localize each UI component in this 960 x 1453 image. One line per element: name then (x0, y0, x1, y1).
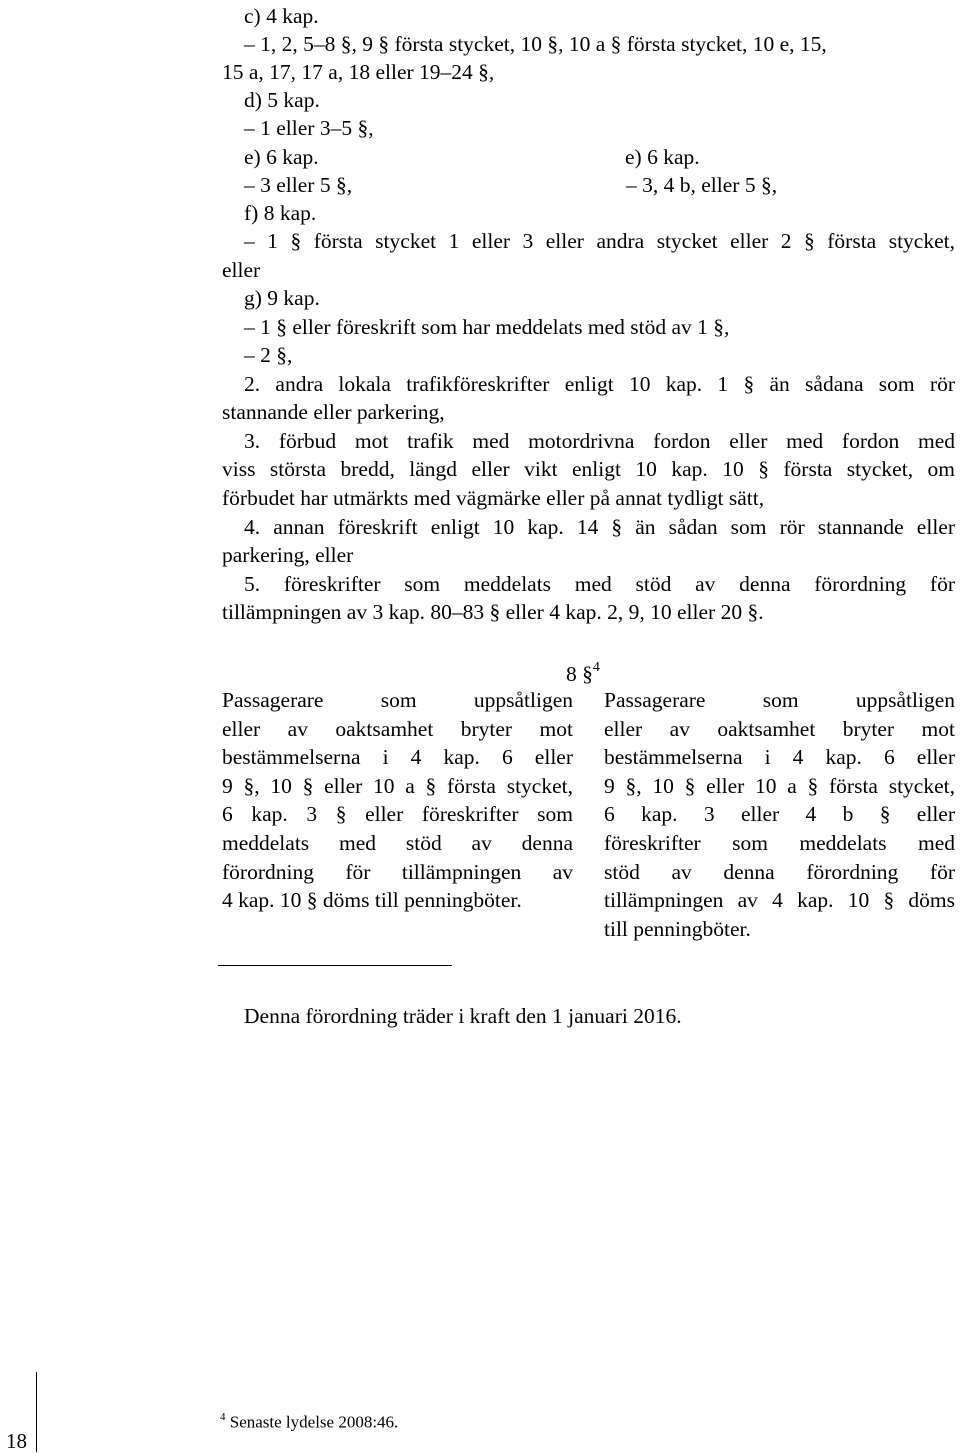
list-line-new: – 3, 4 b, eller 5 §, (626, 173, 778, 197)
list-line-f: f) 8 kap. (244, 201, 317, 225)
list-line: – 1 eller 3–5 §, (244, 116, 374, 140)
footnote-number: 4 (220, 1411, 226, 1423)
list-line: eller (222, 258, 261, 282)
right-col-line: 6 kap. 3 eller 4 b § eller (604, 802, 955, 827)
section-label: 8 § (566, 662, 593, 687)
list-line: – 1, 2, 5–8 §, 9 § första stycket, 10 §, 10 a § första stycket, 10 e, 15, (244, 32, 827, 56)
right-col-line: bestämmelserna i 4 kap. 6 eller (604, 745, 955, 770)
list-line: – 2 §, (244, 343, 293, 367)
item-3-line: viss största bredd, längd eller vikt enligt 10 kap. 10 § första stycket, om (222, 457, 955, 481)
left-column (222, 686, 573, 915)
list-line-old: – 3 eller 5 §, (244, 173, 353, 197)
list-line-d: d) 5 kap. (244, 88, 320, 112)
right-col-line: tillämpningen av 4 kap. 10 § döms (604, 888, 955, 913)
list-line-e-new: e) 6 kap. (625, 145, 700, 169)
left-col-line: eller av oaktsamhet bryter mot (222, 716, 573, 741)
list-line: – 1 § eller föreskrift som har meddelats med stöd av 1 §, (244, 315, 730, 339)
item-4-line: 4. annan föreskrift enligt 10 kap. 14 § än sådan som rör stannande eller (244, 515, 955, 539)
item-3-line: 3. förbud mot trafik med motordrivna fordon eller med fordon med (244, 429, 955, 453)
left-col-line: 4 kap. 10 § döms till penningböter. (222, 888, 522, 913)
item-3-line: förbudet har utmärkts med vägmärke eller på annat tydligt sätt, (222, 486, 765, 510)
list-line-c: c) 4 kap. (244, 4, 319, 28)
section-heading (566, 656, 600, 688)
item-2-line: stannande eller parkering, (222, 400, 445, 424)
item-4-line: parkering, eller (222, 543, 354, 567)
left-col-line: Passagerare som uppsåtligen (222, 688, 573, 712)
divider-rule (218, 965, 452, 966)
right-col-line: föreskrifter som meddelats med (604, 830, 955, 855)
page-number: 18 (6, 1429, 27, 1453)
left-col-line: 9 §, 10 § eller 10 a § första stycket, (222, 773, 573, 798)
margin-rule (36, 1372, 37, 1452)
right-col-line: stöd av denna förordning för (604, 859, 955, 884)
left-col-line: 6 kap. 3 § eller föreskrifter som (222, 802, 573, 827)
item-2-line: 2. andra lokala trafikföreskrifter enligt 10 kap. 1 § än sådana som rör (244, 372, 955, 396)
list-line-e-old: e) 6 kap. (244, 145, 319, 169)
footnote-ref: 4 (592, 660, 600, 675)
footnote (220, 1407, 398, 1434)
list-line: 15 a, 17, 17 a, 18 eller 19–24 §, (222, 60, 495, 84)
right-col-line: till penningböter. (604, 916, 751, 941)
item-5-line: tillämpningen av 3 kap. 80–83 § eller 4 kap. 2, 9, 10 eller 20 §. (222, 600, 764, 624)
right-col-line: eller av oaktsamhet bryter mot (604, 716, 955, 741)
list-line: – 1 § första stycket 1 eller 3 eller andra stycket eller 2 § första stycket, (244, 229, 955, 253)
left-col-line: meddelats med stöd av denna (222, 830, 573, 855)
entry-into-force: Denna förordning träder i kraft den 1 januari 2016. (244, 1004, 682, 1028)
list-line-g: g) 9 kap. (244, 286, 320, 310)
footnote-text: Senaste lydelse 2008:46. (229, 1412, 399, 1432)
right-col-line: 9 §, 10 § eller 10 a § första stycket, (604, 773, 955, 798)
item-5-line: 5. föreskrifter som meddelats med stöd av denna förordning för (244, 572, 955, 596)
right-col-line: Passagerare som uppsåtligen (604, 688, 955, 712)
left-col-line: bestämmelserna i 4 kap. 6 eller (222, 745, 573, 770)
left-col-line: förordning för tillämpningen av (222, 859, 573, 884)
right-column (604, 686, 955, 943)
